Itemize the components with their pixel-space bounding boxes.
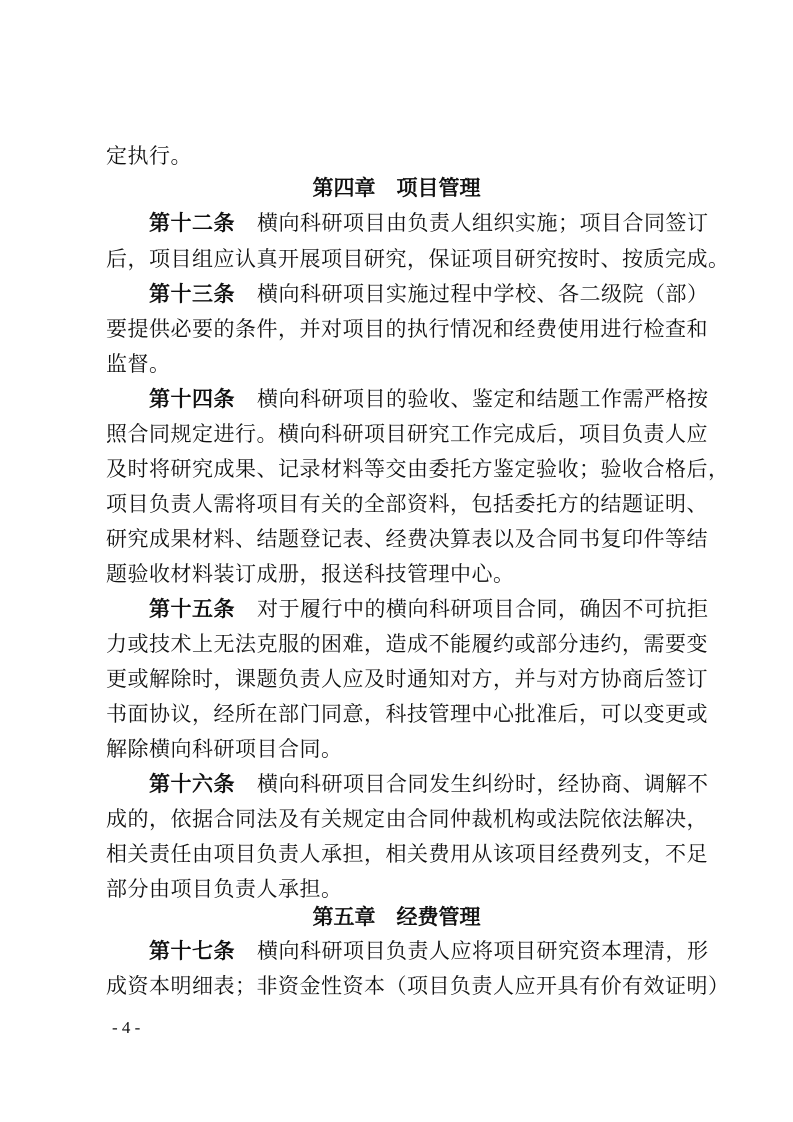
article-number: 第十七条 <box>149 939 235 963</box>
text-line: 项目负责人需将项目有关的全部资料，包括委托方的结题证明、 <box>106 492 708 516</box>
article-number: 第十三条 <box>149 282 235 306</box>
page-number: - 4 - <box>112 1018 141 1037</box>
text-line: 书面协议，经所在部门同意，科技管理中心批准后，可以变更或 <box>106 702 708 726</box>
text-line: 相关责任由项目负责人承担，相关费用从该项目经费列支，不足 <box>106 842 708 866</box>
article-12-line: 第十二条 横向科研项目由负责人组织实施；项目合同签订 <box>149 211 709 235</box>
text-line: 部分由项目负责人承担。 <box>106 877 343 901</box>
text-line: 照合同规定进行。横向科研项目研究工作完成后，项目负责人应 <box>106 422 708 446</box>
article-15-line: 第十五条 对于履行中的横向科研项目合同，确因不可抗拒 <box>149 597 709 621</box>
text-line: 研究成果材料、结题登记表、经费决算表以及合同书复印件等结 <box>106 527 708 551</box>
article-16-line: 第十六条 横向科研项目合同发生纠纷时，经协商、调解不 <box>149 772 709 796</box>
chapter-heading: 第四章 项目管理 <box>312 176 481 200</box>
text-line: 及时将研究成果、记录材料等交由委托方鉴定验收；验收合格后， <box>106 457 730 481</box>
article-14-line: 第十四条 横向科研项目的验收、鉴定和结题工作需严格按 <box>149 387 709 411</box>
text-line: 监督。 <box>106 352 171 376</box>
text-line: 后，项目组应认真开展项目研究，保证项目研究按时、按质完成。 <box>106 247 730 271</box>
text-line: 更或解除时，课题负责人应及时通知对方，并与对方协商后签订 <box>106 667 708 691</box>
text-line: 成的，依据合同法及有关规定由合同仲裁机构或法院依法解决， <box>106 807 708 831</box>
article-number: 第十四条 <box>149 387 235 411</box>
text-line: 定执行。 <box>106 144 192 168</box>
article-17-line: 第十七条 横向科研项目负责人应将项目研究资本理清，形 <box>149 939 709 963</box>
text-line: 成资本明细表；非资金性资本（项目负责人应开具有价有效证明） <box>106 974 730 998</box>
text-line: 题验收材料装订成册，报送科技管理中心。 <box>106 562 515 586</box>
text-line: 要提供必要的条件，并对项目的执行情况和经费使用进行检查和 <box>106 317 708 341</box>
article-number: 第十二条 <box>149 211 235 235</box>
article-number: 第十五条 <box>149 597 235 621</box>
article-13-line: 第十三条 横向科研项目实施过程中学校、各二级院（部） <box>149 282 709 306</box>
text-line: 力或技术上无法克服的困难，造成不能履约或部分违约，需要变 <box>106 632 708 656</box>
chapter-heading: 第五章 经费管理 <box>312 905 481 929</box>
text-line: 解除横向科研项目合同。 <box>106 737 343 761</box>
article-number: 第十六条 <box>149 772 235 796</box>
